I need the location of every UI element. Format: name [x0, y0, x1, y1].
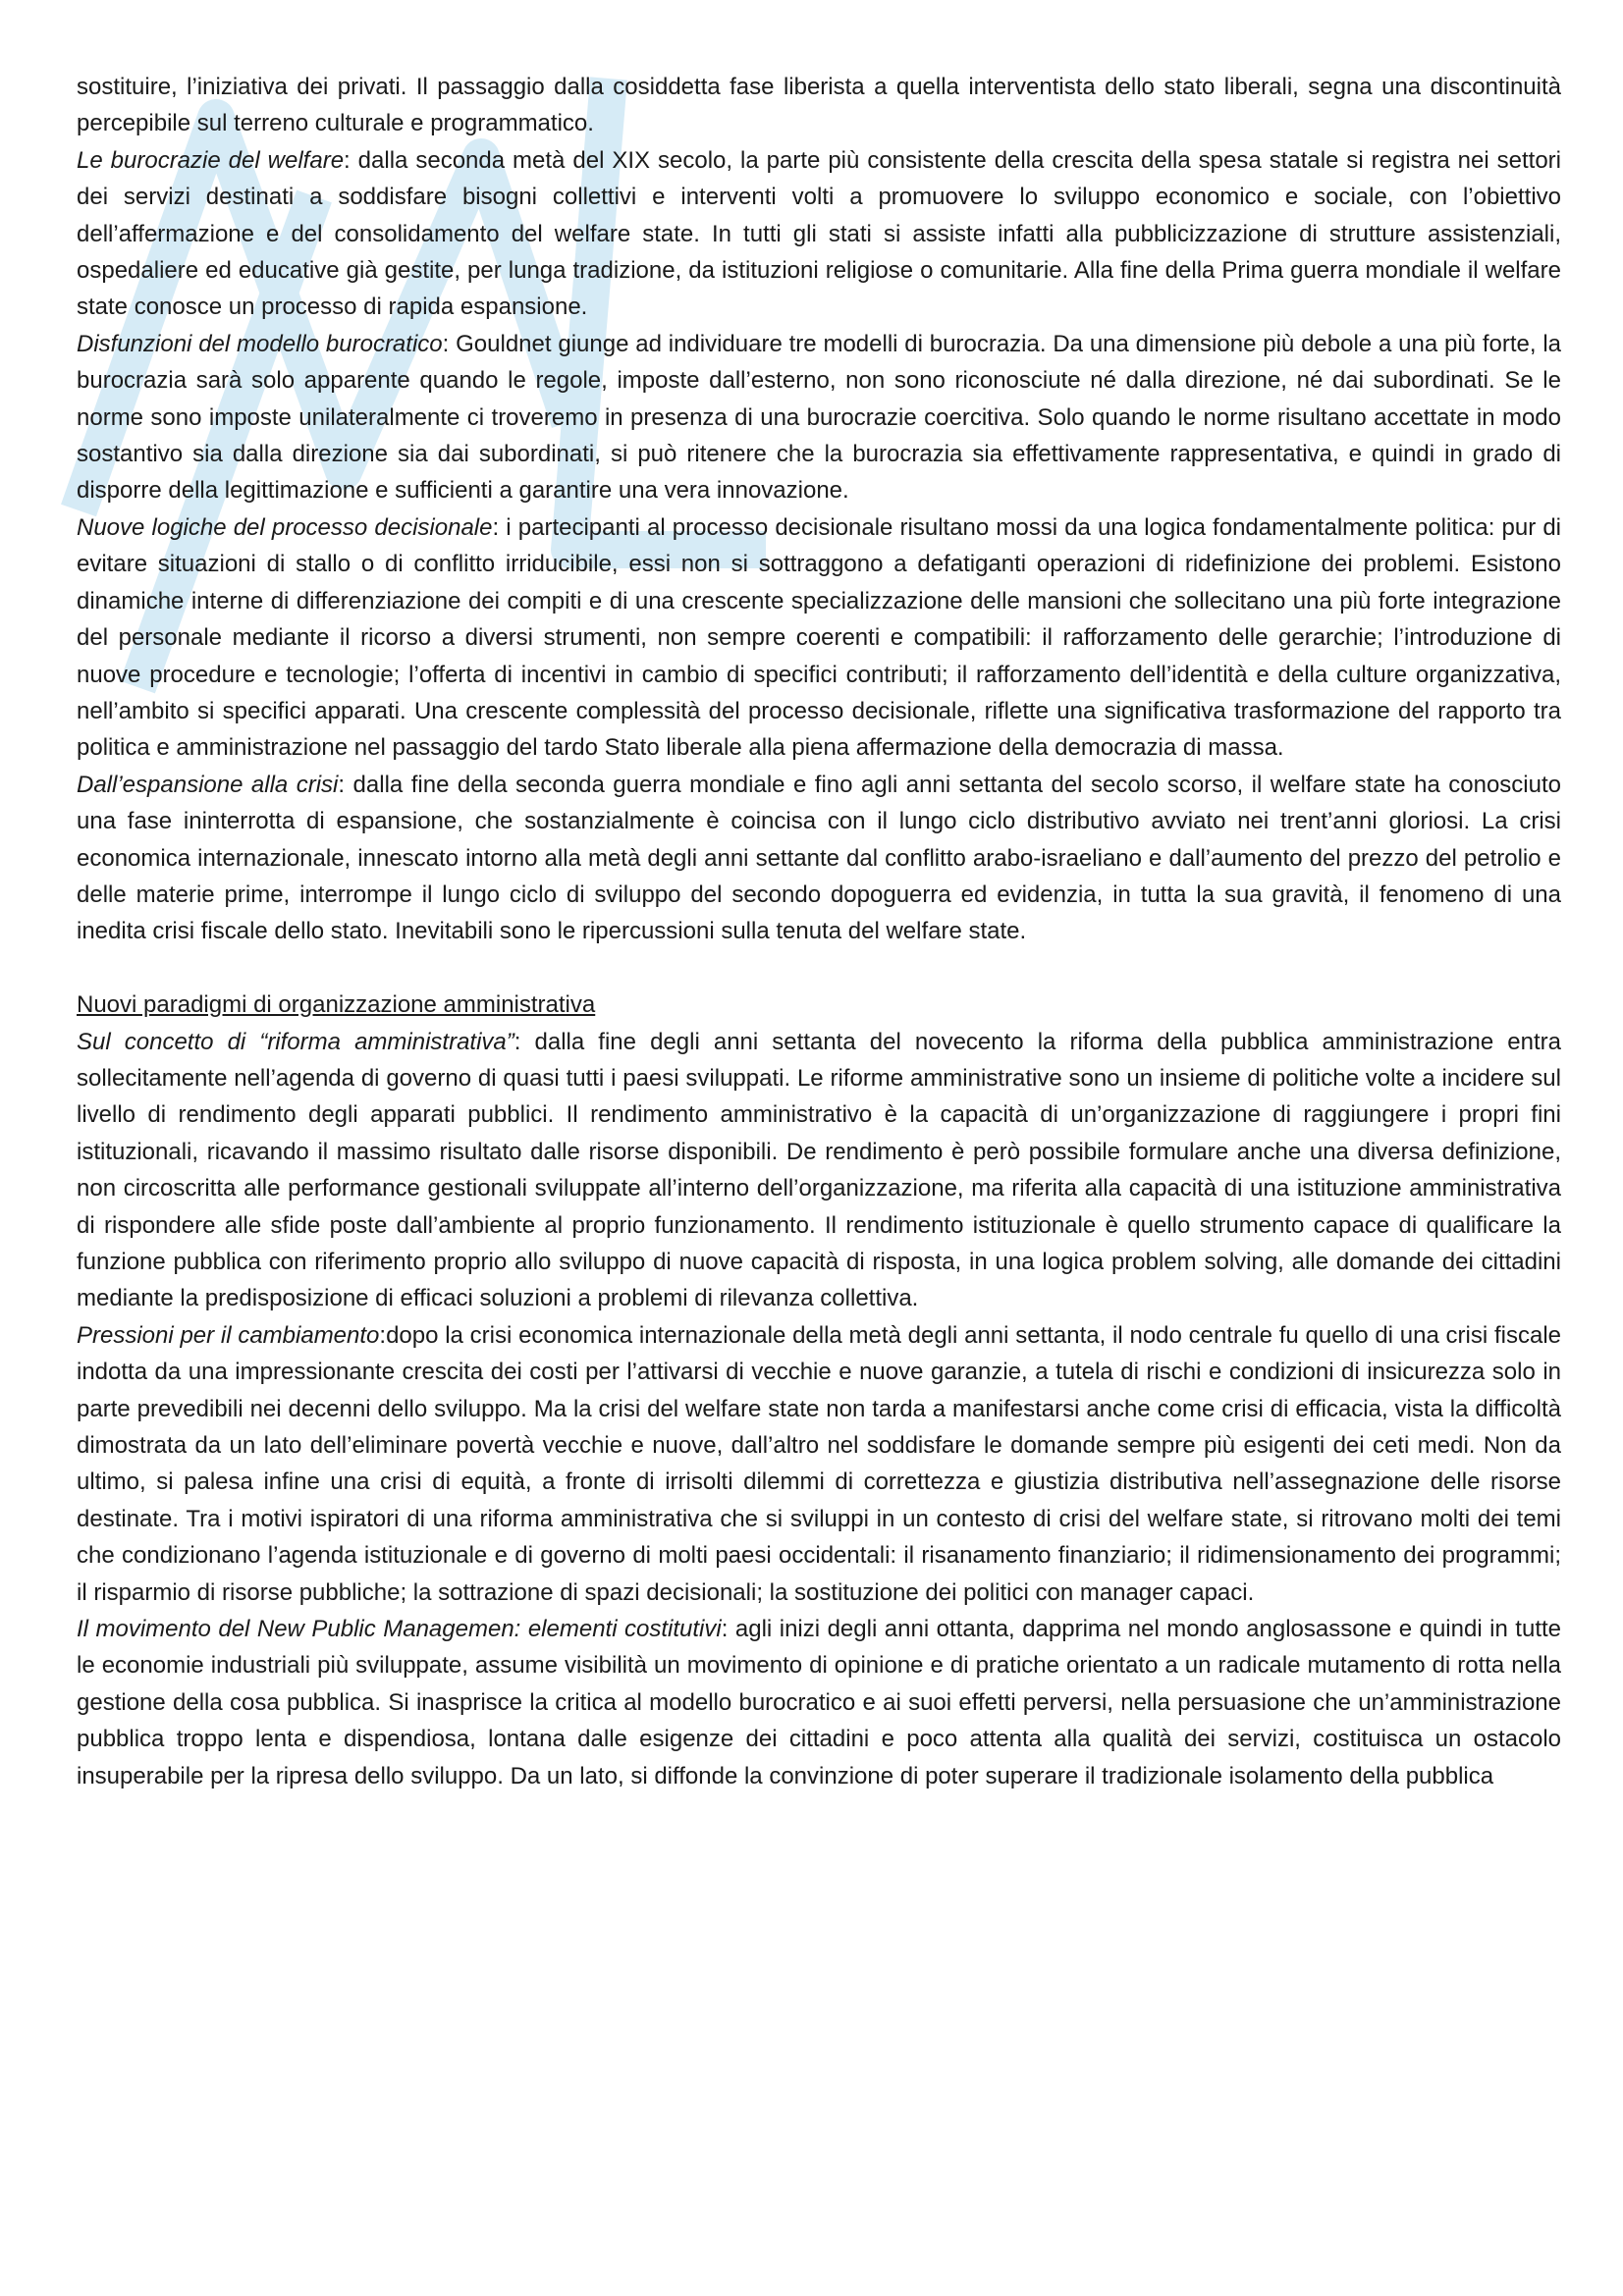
paragraph-nuove-logiche: Nuove logiche del processo decisionale: i partecipanti al processo decisionale risultano mossi da una logica fondamentalmente politica: pur di evitare situazioni di stallo o di conflitto irriducibile, essi non si sottraggono a defatiganti operazioni di ridefinizione dei problemi. Esistono dinamiche interne di differenziazione dei compiti e di una crescente specializzazione delle mansioni che sollecitano una più forte integrazione del personale mediante il ricorso a diversi strumenti, non sempre coerenti e compatibili: il rafforzamento delle gerarchie; l’introduzione di nuove procedure e tecnologie; l’offerta di incentivi in cambio di specifici contributi; il rafforzamento dell’identità e della culture organizzativa, nell’ambito si specifici apparati. Una crescente complessità del processo decisionale, riflette una significativa trasformazione del rapporto tra politica e amministrazione nel passaggio del tardo Stato liberale alla piena affermazione della democrazia di massa.: [77, 513, 1562, 762]
paragraph-heading: Nuove logiche del processo decisionale: [77, 513, 493, 541]
paragraph-heading: Il movimento del New Public Managemen: elementi costitutivi: [77, 1616, 722, 1643]
paragraph-heading: Pressioni per il cambiamento: [77, 1321, 380, 1349]
paragraph-heading: Le burocrazie del welfare: [77, 146, 345, 174]
section-title: Nuovi paradigmi di organizzazione amministrativa: [77, 991, 596, 1019]
paragraph-spacer: [77, 950, 1561, 987]
paragraph-disfunzioni: Disfunzioni del modello burocratico: Gouldnet giunge ad individuare tre modelli di burocrazia. Da una dimensione più debole a una più forte, la burocrazia sarà solo apparente quando le regole, imposte dall’esterno, non sono riconosciute né dalla direzione, né dai subordinati. Se le norme sono imposte unilateralmente ci troveremo in presenza di una burocrazie coercitiva. Solo quando le norme risultano accettate in modo sostantivo sia dalla direzione sia dai subordinati, si può ritenere che la burocrazia sia effettivamente rappresentativa, e quindi in grado di disporre della legittimazione e sufficienti a garantire una vera innovazione.: [77, 330, 1562, 505]
paragraph-new-public-management: Il movimento del New Public Managemen: elementi costitutivi: agli inizi degli anni ottanta, dapprima nel mondo anglosassone e quindi in tutte le economie industriali più sviluppate, assume visibilità un movimento di opinione e di pratiche orientato a un radicale mutamento di rotta nella gestione della cosa pubblica. Si inasprisce la critica al modello burocratico e ai suoi effetti perversi, nella persuasione che un’amministrazione pubblica troppo lenta e dispendiosa, lontana dalle esigenze dei cittadini e poco attenta alla qualità dei servizi, costituisca un ostacolo insuperabile per la ripresa dello sviluppo. Da un lato, si diffonde la convinzione di poter superare il tradizionale isolamento della pubblica: [77, 1616, 1562, 1789]
document-page: [77, 69, 1561, 2258]
paragraph-riforma-amministrativa: Sul concetto di “riforma amministrativa”: dalla fine degli anni settanta del novecento la riforma della pubblica amministrazione entra sollecitamente nell’agenda di governo di quasi tutti i paesi sviluppati. Le riforme amministrative sono un insieme di politiche volte a incidere sul livello di rendimento degli apparati pubblici. Il rendimento amministrativo è la capacità di un’organizzazione di raggiungere i propri fini istituzionali, ricavando il massimo risultato dalle risorse disponibili. De rendimento è però possibile formulare anche una diversa definizione, non circoscritta alle performance gestionali sviluppate all’interno dell’organizzazione, ma riferita alla capacità di una istituzione amministrativa di rispondere alle sfide poste dall’ambiente al proprio funzionamento. Il rendimento istituzionale è quello strumento capace di qualificare la funzione pubblica con riferimento proprio allo sviluppo di nuove capacità di risposta, in una logica problem solving, alle domande dei cittadini mediante la predisposizione di efficaci soluzioni a problemi di rilevanza collettiva.: [77, 1028, 1561, 1312]
paragraph-espansione-crisi: Dall’espansione alla crisi: dalla fine della seconda guerra mondiale e fino agli anni settanta del secolo scorso, il welfare state ha conosciuto una fase ininterrotta di espansione, che sostanzialmente è coincisa con il lungo ciclo distributivo avviato nei trent’anni gloriosi. La crisi economica internazionale, innescato intorno alla metà degli anni settante dal conflitto arabo-israeliano e dall’aumento del prezzo del petrolio e delle materie prime, interrompe il lungo ciclo di sviluppo del secondo dopoguerra ed evidenzia, in tutta la sua gravità, il fenomeno di una inedita crisi fiscale dello stato. Inevitabili sono le ripercussioni sulla tenuta del welfare state.: [77, 771, 1562, 945]
paragraph-burocrazie-welfare: Le burocrazie del welfare: dalla seconda metà del XIX secolo, la parte più consistente della crescita della spesa statale si registra nei settori dei servizi destinati a soddisfare bisogni collettivi e interventi volti a promuovere lo sviluppo economico e sociale, con l’obiettivo dell’affermazione e del consolidamento del welfare state. In tutti gli stati si assiste infatti alla pubblicizzazione di strutture assistenziali, ospedaliere ed educative già gestite, per lunga tradizione, da istituzioni religiose o comunitarie. Alla fine della Prima guerra mondiale il welfare state conosce un processo di rapida espansione.: [77, 146, 1562, 321]
paragraph-heading: Disfunzioni del modello burocratico: [77, 330, 443, 357]
paragraph-heading: Dall’espansione alla crisi: [77, 771, 339, 798]
paragraph-pressioni-cambiamento: Pressioni per il cambiamento:dopo la crisi economica internazionale della metà degli anni settanta, il nodo centrale fu quello di una crisi fiscale indotta da una impressionante crescita dei costi per l’attivarsi di vecchie e nuove garanzie, a tutela di rischi e condizioni di insicurezza solo in parte prevedibili nei decenni dello sviluppo. Ma la crisi del welfare state non tarda a manifestarsi anche come crisi di efficacia, vista la difficoltà dimostrata da un lato dell’eliminare povertà vecchie e nuove, dall’altro nel soddisfare le domande sempre più esigenti dei ceti medi. Non da ultimo, si palesa infine una crisi di equità, a fronte di irrisolti dilemmi di correttezza e giustizia distributiva nell’assegnazione delle risorse destinate. Tra i motivi ispiratori di una riforma amministrativa che si sviluppi in un contesto di crisi del welfare state, si ritrovano molti dei temi che condizionano l’agenda istituzionale e di governo di molti paesi occidentali: il risanamento finanziario; il ridimensionamento dei programmi; il risparmio di risorse pubbliche; la sottrazione di spazi decisionali; la sostituzione dei politici con manager capaci.: [77, 1321, 1561, 1606]
paragraph-intro: sostituire, l’iniziativa dei privati. Il passaggio dalla cosiddetta fase liberista a quella interventista dello stato liberali, segna una discontinuità percepibile sul terreno culturale e programmatico.: [77, 74, 1561, 137]
paragraph-heading: Sul concetto di “riforma amministrativa”: [77, 1028, 514, 1055]
